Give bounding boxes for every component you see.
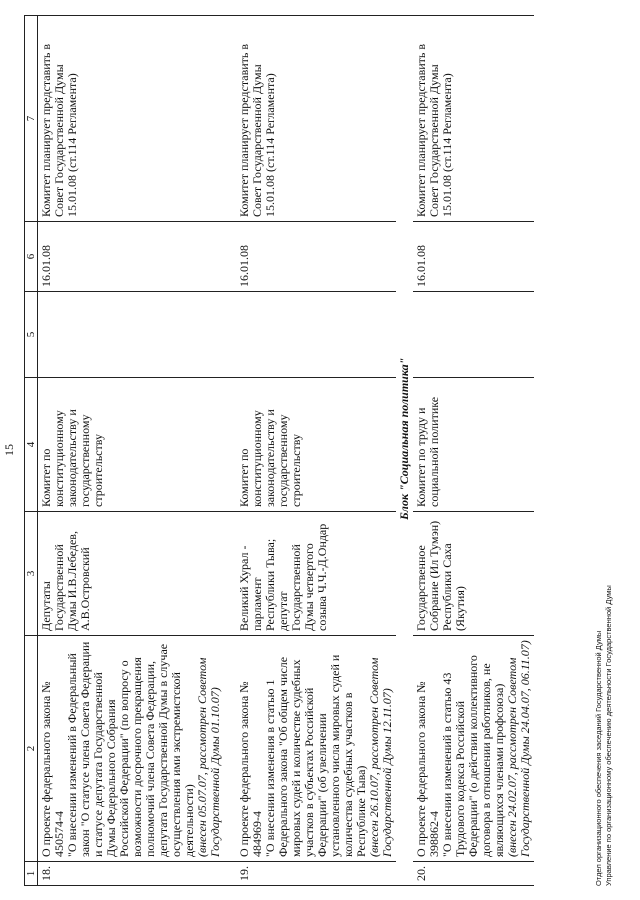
table-row: [224, 16, 396, 886]
column-header: 5: [25, 292, 38, 378]
bill-intro: О проекте федерального закона № 450574-4: [39, 681, 66, 857]
column-5-cell: [413, 292, 534, 378]
row-number: 19.: [224, 862, 396, 886]
page-number: 15: [2, 444, 16, 456]
row-number: 20.: [413, 862, 534, 886]
row-number: 18.: [38, 862, 225, 886]
bill-description: [413, 636, 534, 862]
review-date: 16.01.08: [224, 222, 396, 292]
bill-initiator: Государственное Собрание (Ил Тумэн) Республики Саха (Якутия): [413, 512, 534, 636]
footer-line: Управление по организационному обеспечению деятельности Государственной Думы: [604, 585, 613, 886]
bill-note: (внесен 26.10.07, рассмотрен Советом Государственной Думы 12.11.07): [367, 657, 394, 857]
column-header: 2: [25, 636, 38, 862]
column-header: 7: [25, 16, 38, 222]
column-5-cell: [38, 292, 225, 378]
column-header: 6: [25, 222, 38, 292]
table-row: [38, 16, 225, 886]
table-row: [413, 16, 534, 886]
column-5-cell: [224, 292, 396, 378]
bill-intro: О проекте федерального закона № 398862-4: [414, 681, 441, 857]
footer-line: Отдел организационного обеспечения заседаний Государственной Думы: [594, 630, 603, 886]
bill-initiator: Великий Хурал - парламент Республики Тыва; депутат Государственной Думы четвертого созыва Ч.Ч.-Д.Ондар: [224, 512, 396, 636]
bill-initiator: Депутаты Государственной Думы И.В.Лебедев, А.В.Островский: [38, 512, 225, 636]
bill-description: [38, 636, 225, 862]
bill-note: (внесен 24.02.07, рассмотрен Советом Государственной Думы 24.04.07, 06.11.07): [505, 640, 532, 857]
footer: [594, 585, 614, 886]
review-date: 16.01.08: [38, 222, 225, 292]
bill-status: Комитет планирует представить в Совет Государственной Думы 15.01.08 (ст.114 Регламента): [38, 16, 225, 222]
review-date: 16.01.08: [413, 222, 534, 292]
bill-text: "О внесении изменения в статью 1 Федерального закона "Об общем числе мировых судей и количестве судебных участков в субъектах Российской Федерации" (об увеличении установленного числа мировых судей и количества судебных участков в Республике Тыва): [263, 654, 368, 857]
bill-status: Комитет планирует представить в Совет Государственной Думы 15.01.08 (ст.114 Регламента): [224, 16, 396, 222]
bill-status: Комитет планирует представить в Совет Государственной Думы 15.01.08 (ст.114 Регламента): [413, 16, 534, 222]
block-title-row: [396, 16, 413, 886]
bill-description: [224, 636, 396, 862]
column-header: 1: [25, 862, 38, 886]
agenda-table: [24, 15, 534, 886]
column-header: 3: [25, 512, 38, 636]
column-header: 4: [25, 378, 38, 512]
bill-note: (внесен 05.07.07, рассмотрен Советом Государственной Думы 01.10.07): [195, 657, 222, 857]
bill-intro: О проекте федерального закона № 484969-4: [237, 681, 264, 857]
responsible-committee: Комитет по труду и социальной политике: [413, 378, 534, 512]
responsible-committee: Комитет по конституционному законодательству и государственному строительству: [38, 378, 225, 512]
bill-text: "О внесении изменений в статью 43 Трудового кодекса Российской Федерации" (о действии коллективного договора в отношении работников, не являющихся членами профсоюза): [440, 655, 506, 857]
bill-text: "О внесении изменений в Федеральный закон "О статусе члена Совета Федерации и статусе депутата Государственной Думы Федерального Собрания Российской Федерации" (по вопросу о возможности досрочного прекращения полномочий члена Совета Федерации, депутата Государственной Думы в случае осуществления ими экстремистской деятельности): [65, 641, 196, 857]
block-title: Блок "Социальная политика": [396, 16, 413, 862]
column-header-row: [25, 16, 38, 886]
responsible-committee: Комитет по конституционному законодательству и государственному строительству: [224, 378, 396, 512]
